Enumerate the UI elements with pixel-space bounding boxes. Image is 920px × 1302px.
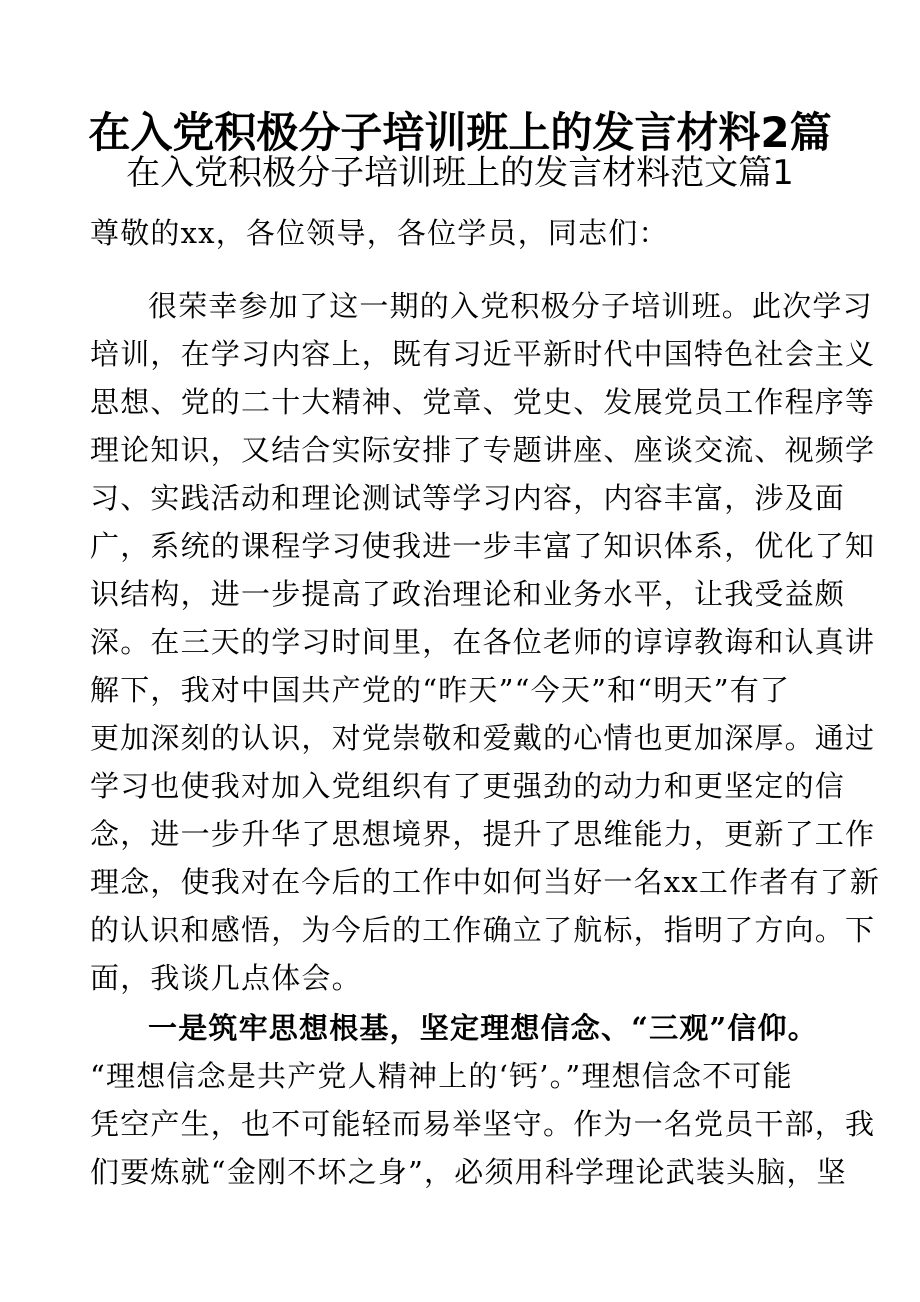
paragraph-line: 思想、党的二十大精神、党章、党史、发展党员工作程序等 — [90, 385, 876, 419]
paragraph-line: 习、实践活动和理论测试等学习内容，内容丰富，涉及面 — [90, 481, 846, 515]
paragraph-line: 理论知识，又结合实际安排了专题讲座、座谈交流、视频学 — [90, 433, 876, 467]
paragraph-line: 理念，使我对在今后的工作中如何当好一名xx工作者有了新 — [90, 865, 881, 899]
paragraph-line: 的认识和感悟，为今后的工作确立了航标，指明了方向。下 — [90, 913, 876, 947]
section-line: 们要炼就“金刚不坏之身”，必须用科学理论武装头脑，坚 — [90, 1155, 847, 1189]
section-line: 凭空产生，也不可能轻而易举坚守。作为一名党员干部，我 — [90, 1107, 876, 1141]
paragraph-line: 解下，我对中国共产党的“昨天”“今天”和“明天”有了 — [90, 673, 791, 707]
salutation: 尊敬的xx，各位领导，各位学员，同志们： — [90, 216, 669, 250]
document-subtitle: 在入党积极分子培训班上的发言材料范文篇1 — [126, 153, 794, 193]
paragraph-line: 念，进一步升华了思想境界，提升了思维能力，更新了工作 — [90, 817, 876, 851]
paragraph-line: 培训，在学习内容上，既有习近平新时代中国特色社会主义 — [90, 337, 876, 371]
section-line: “理想信念是共产党人精神上的‘钙’。”理想信念不可能 — [90, 1059, 793, 1093]
section-heading: 一是筑牢思想根基，坚定理想信念、“三观”信仰。 — [148, 1011, 818, 1045]
paragraph-line: 深。在三天的学习时间里，在各位老师的谆谆教诲和认真讲 — [90, 625, 876, 659]
paragraph-line: 学习也使我对加入党组织有了更强劲的动力和更坚定的信 — [90, 769, 846, 803]
paragraph-line: 很荣幸参加了这一期的入党积极分子培训班。此次学习 — [148, 289, 873, 323]
document-title: 在入党积极分子培训班上的发言材料2篇 — [88, 108, 832, 157]
paragraph-line: 广，系统的课程学习使我进一步丰富了知识体系，优化了知 — [90, 529, 876, 563]
paragraph-line: 识结构，进一步提高了政治理论和业务水平，让我受益颇 — [90, 577, 846, 611]
paragraph-line: 更加深刻的认识，对党崇敬和爱戴的心情也更加深厚。通过 — [90, 721, 876, 755]
paragraph-line: 面，我谈几点体会。 — [90, 961, 362, 995]
